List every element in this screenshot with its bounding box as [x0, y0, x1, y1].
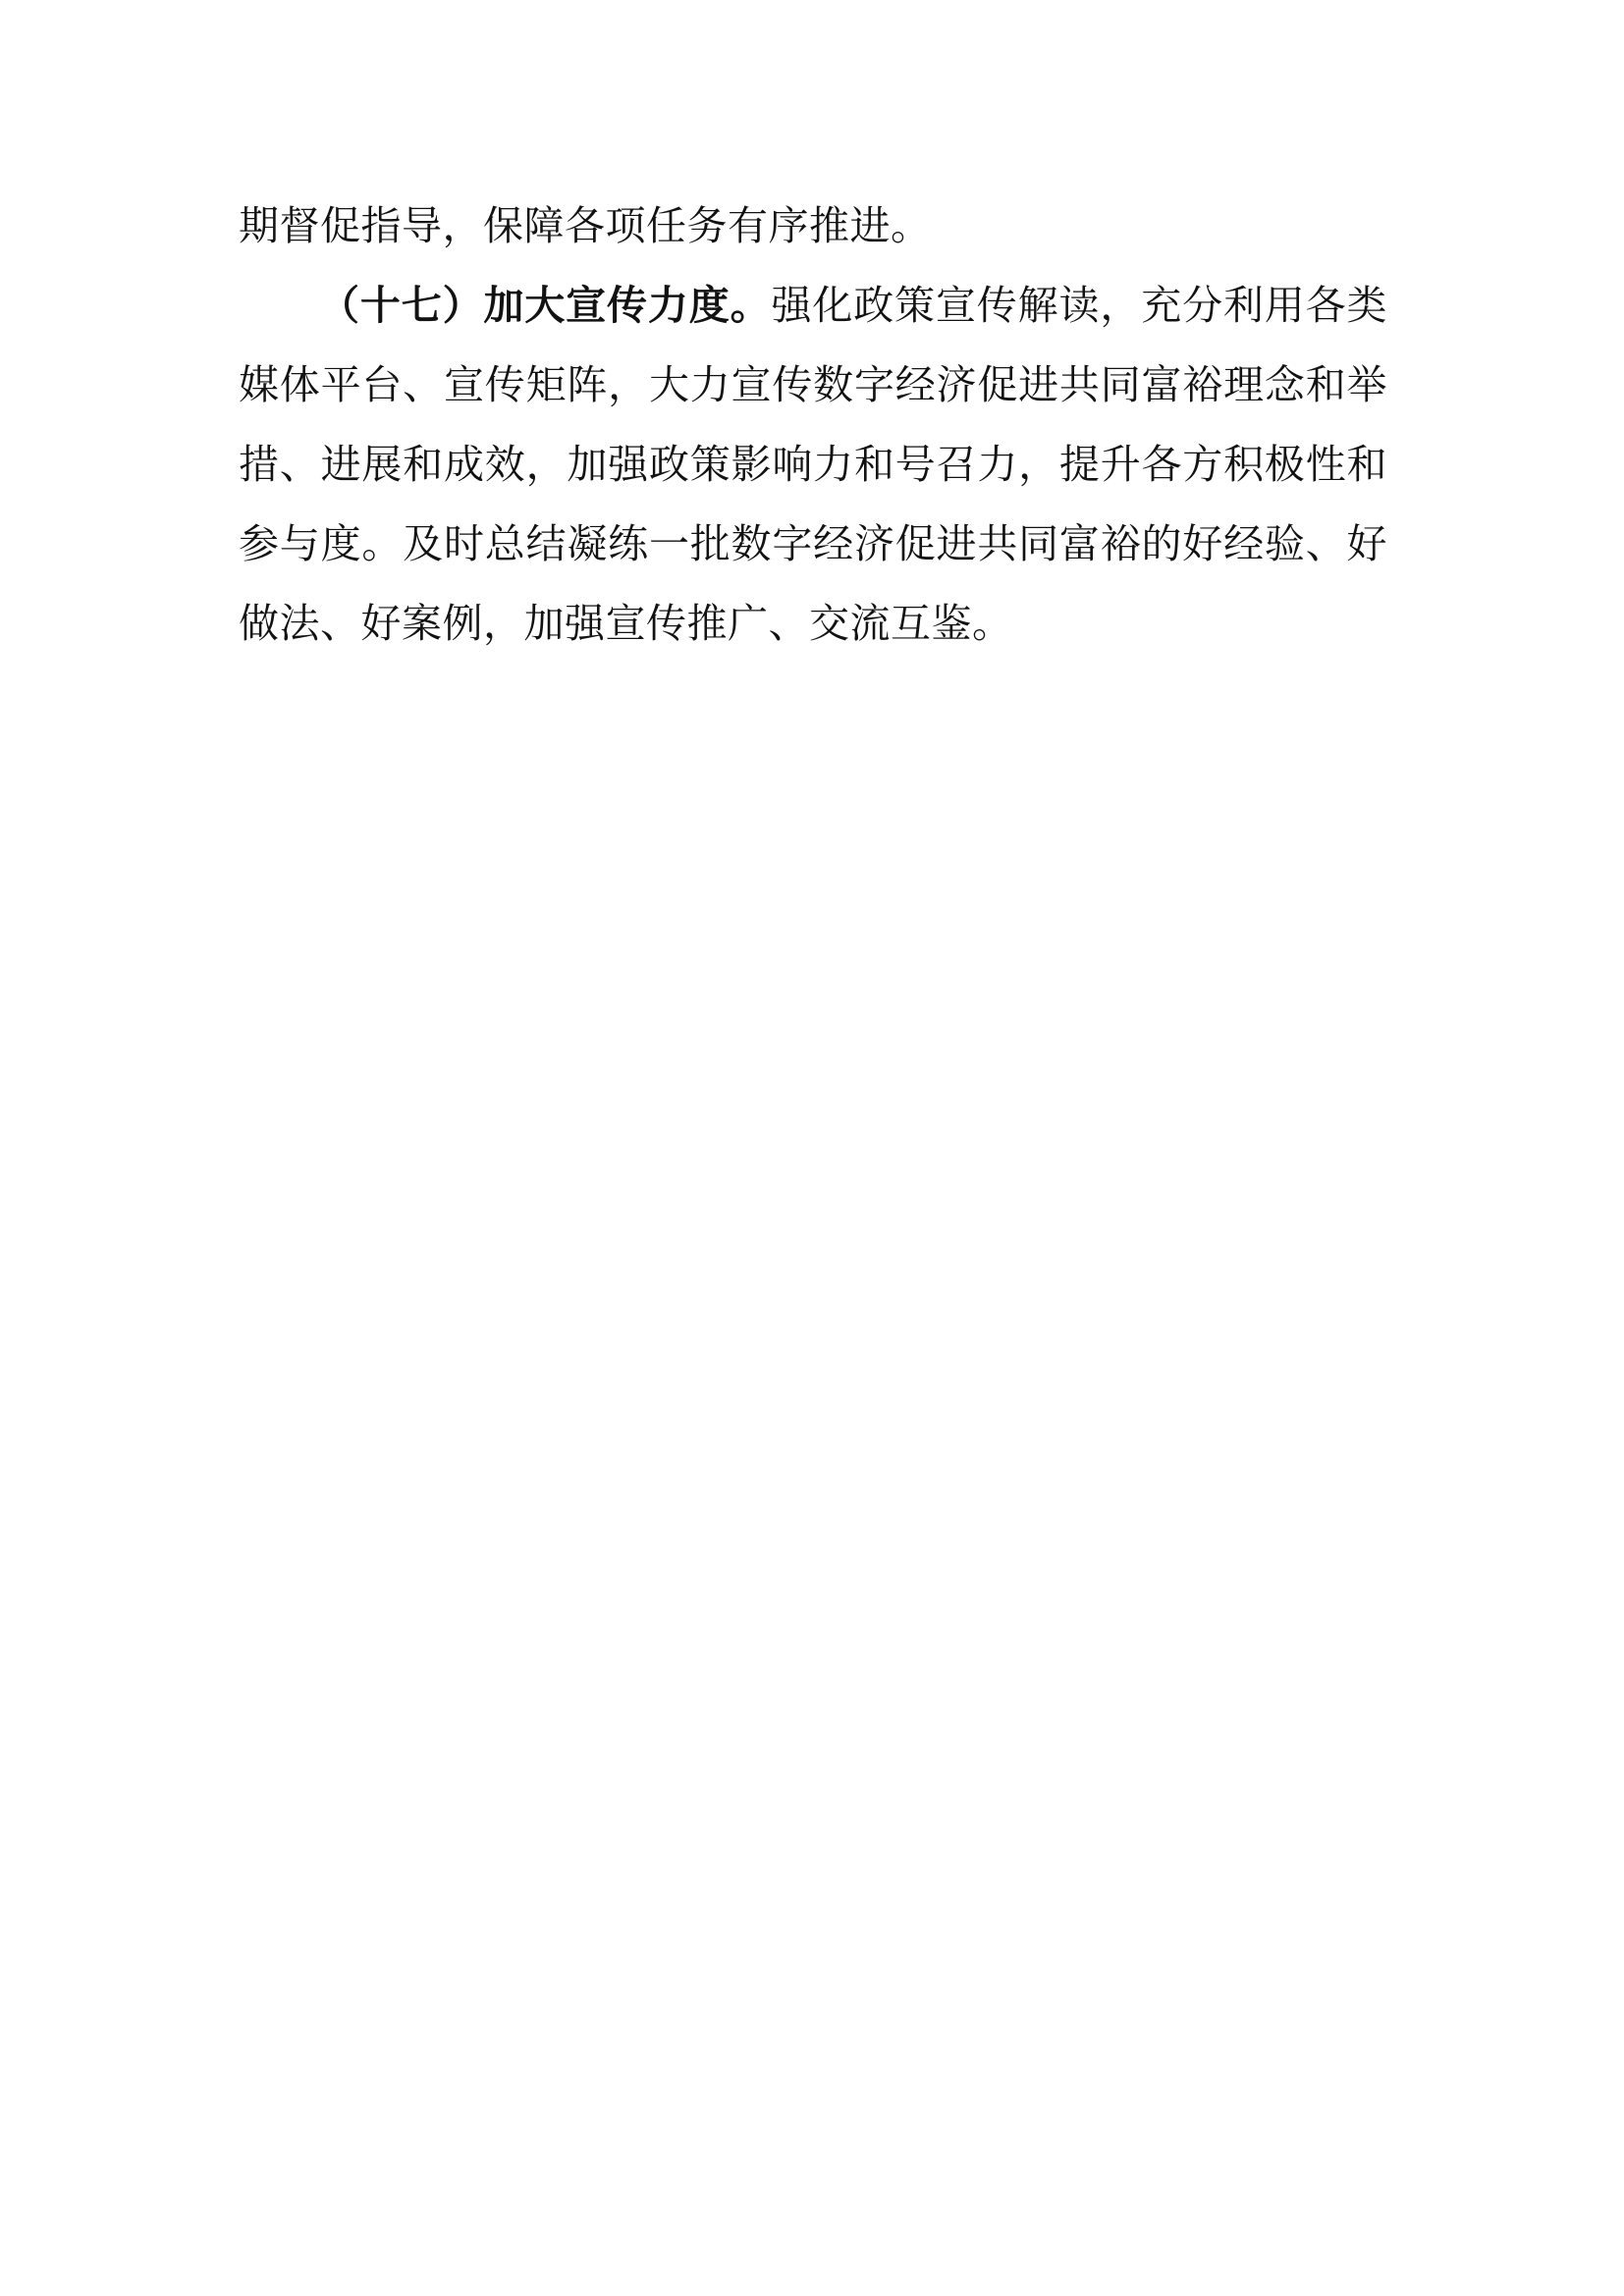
paragraph-section-17-text: 强化政策宣传解读，充分利用各类媒体平台、宣传矩阵，大力宣传数字经济促进共同富裕理念和举措、进展和成效，加强政策影响力和号召力，提升各方积极性和参与度。及时总结凝练一批数字经济促进共同富裕的好经验、好做法、好案例，加强宣传推广、交流互鉴。: [239, 283, 1388, 646]
paragraph-section-17: [239, 266, 1387, 664]
document-body: [239, 187, 1387, 664]
paragraph-continuation-text: 期督促指导，保障各项任务有序推进。: [239, 203, 932, 248]
paragraph-continuation: [239, 187, 1387, 266]
paragraph-section-17-heading: （十七）加大宣传力度。: [319, 283, 772, 328]
